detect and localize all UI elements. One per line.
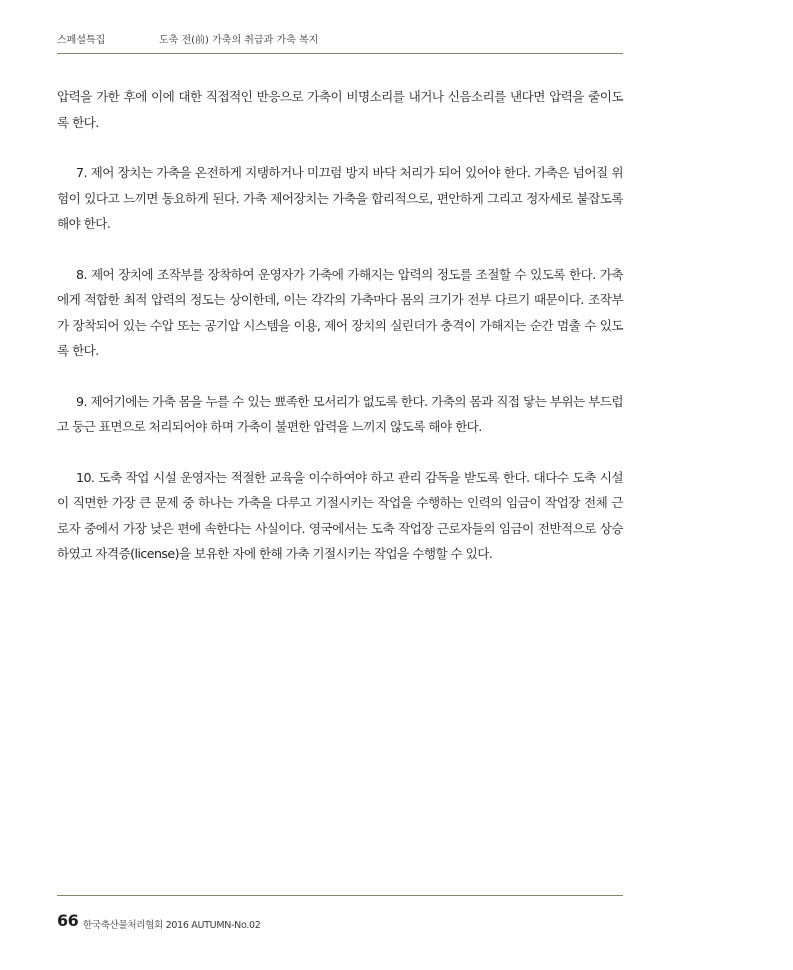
paragraph-continuation: 압력을 가한 후에 이에 대한 직접적인 반응으로 가축이 비명소리를 내거나 신음소리를 낸다면 압력을 줄이도록 한다. [57, 89, 623, 130]
publication-info: 한국축산물처리협회 2016 AUTUMN-No.02 [83, 920, 261, 931]
paragraph-item-7: 7. 제어 장치는 가축을 온전하게 지탱하거나 미끄럼 방지 바닥 처리가 되어 있어야 한다. 가축은 넘어질 위험이 있다고 느끼면 동요하게 된다. 가축 제어장치는 가축을 합리적으로, 편안하게 그리고 정자세로 붙잡도록 해야 한다. [57, 165, 623, 231]
header-rule [57, 53, 623, 54]
footer-rule [57, 895, 623, 896]
paragraph-item-8: 8. 제어 장치에 조작부를 장착하여 운영자가 가축에 가해지는 압력의 정도를 조절할 수 있도록 한다. 가축에게 적합한 최적 압력의 정도는 상이한데, 이는 각각의 가축마다 몸의 크기가 전부 다르기 때문이다. 조작부가 장착되어 있는 수압 또는 공기압 시스템을 이용, 제어 장치의 실린더가 충격이 가해지는 순간 멈출 수 있도록 한다. [57, 266, 623, 358]
article-body [57, 84, 623, 592]
paragraph-item-9: 9. 제어기에는 가축 몸을 누를 수 있는 뾰족한 모서리가 없도록 한다. 가축의 몸과 직접 닿는 부위는 부드럽고 둥근 표면으로 처리되어야 하며 가축이 불편한 압력을 느끼지 않도록 해야 한다. [57, 393, 623, 434]
section-title: 스페셜특집 [57, 35, 106, 46]
paragraph-item-10: 10. 도축 작업 시설 운영자는 적절한 교육을 이수하여야 하고 관리 감독을 받도록 한다. 대다수 도축 시설이 직면한 가장 큰 문제 중 하나는 가축을 다루고 기절시키는 작업을 수행하는 인력의 임금이 작업장 전체 근로자 중에서 가장 낮은 편에 속한다는 사실이다. 영국에서는 도축 작업장 근로자들의 임금이 전반적으로 상승하였고 자격증(license)을 보유한 자에 한해 가축 기절시키는 작업을 수행할 수 있다. [57, 469, 623, 561]
running-header [57, 34, 623, 48]
chapter-title: 도축 전(前) 가축의 취급과 가축 복지 [159, 35, 319, 46]
page-number: 66 [57, 911, 79, 930]
